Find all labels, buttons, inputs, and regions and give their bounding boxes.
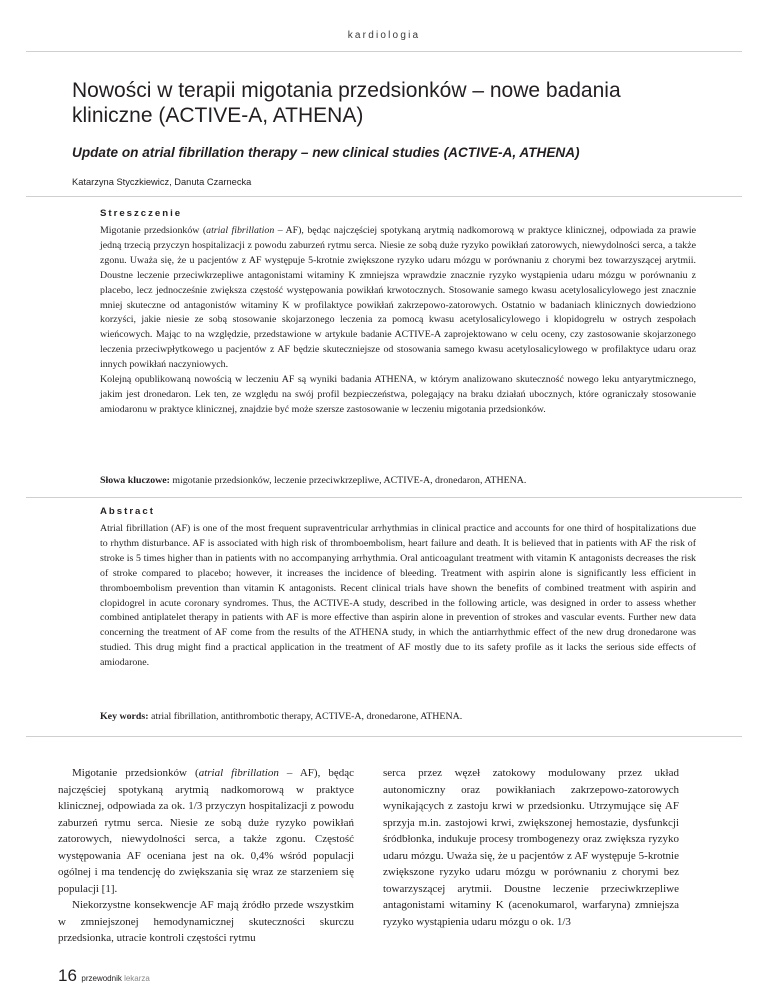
streszczenie-italic-term: atrial fibrillation (206, 225, 275, 236)
body-paragraph: serca przez węzeł zatokowy modulowany przez układ autonomiczny oraz powikłaniach zakrzepowo-zatorowych wynikających z zastoju krwi w przedsionku. Utrzymujące się AF sprzyja m.in. zastojowi krwi, zwiększonej hemostazie, dysfunkcji śródbłonka, indukuje procesy trombogenezy oraz zwiększa ryzyko udaru mózgu. Uważa się, że u pacjentów z AF występuje 5-krotnie zwiększone ryzyko udaru mózgu w porównaniu z chorymi bez towarzyszącej arytmii. Doustne leczenie przeciwkrzepliwe antagonistami witaminy K (acenokumarol, warfaryna) zmniejsza ryzyko wystąpienia udaru mózgu o ok. 1/3 (383, 767, 679, 928)
page-footer (58, 966, 150, 986)
journal-name: przewodnik lekarza (81, 974, 150, 983)
abstract-heading: Abstract (100, 506, 155, 517)
keywords-label-en: Key words: (100, 711, 149, 722)
streszczenie-heading: Streszczenie (100, 208, 183, 219)
section-label: kardiologia (347, 30, 421, 41)
streszczenie-paragraph-2: Kolejną opublikowaną nowością w leczeniu AF są wyniki badania ATHENA, w którym analizowano skuteczność nowego leku antyarytmicznego, jakim jest dronedaron. Lek ten, ze względu na swój profil bezpieczeństwa, polegający na braku działań ubocznych, które ograniczały stosowanie amiodaronu w praktyce klinicznej, znajdzie być może szersze zastosowanie w leczeniu migotania przedsionków. (100, 374, 696, 415)
article-title: Nowości w terapii migotania przedsionków – nowe badania kliniczne (ACTIVE-A, ATHENA) (72, 79, 621, 127)
abstract-box-top-rule (26, 196, 742, 197)
article-authors: Katarzyna Styczkiewicz, Danuta Czarnecka (72, 177, 252, 187)
body-column-left (58, 765, 354, 947)
streszczenie-keywords (100, 474, 700, 488)
abstract-keywords (100, 710, 700, 724)
header-rule (26, 51, 742, 52)
keywords-en: atrial fibrillation, antithrombotic therapy, ACTIVE-A, dronedarone, ATHENA. (148, 711, 463, 722)
abstract-text (100, 522, 696, 671)
body-paragraph: Niekorzystne konsekwencje AF mają źródło przede wszystkim w zmniejszonej hemodynamicznej skuteczności skurczu przedsionka, utracie kontroli częstości rytmu (58, 899, 354, 944)
body-column-right (383, 765, 679, 930)
body-italic-term: atrial fibrillation (198, 767, 279, 779)
abstract-box-bottom-rule (26, 736, 742, 737)
article-subtitle: Update on atrial fibrillation therapy – new clinical studies (ACTIVE-A, ATHENA) (72, 145, 580, 160)
abstract-separator-rule (26, 497, 742, 498)
streszczenie-paragraph-1: Migotanie przedsionków (atrial fibrillation – AF), będąc najczęściej spotykaną arytmią nadkomorową w praktyce klinicznej, odpowiada za prawie jedną trzecią przyczyn hospitalizacji z powodu zaburzeń rytmu serca. Niesie ze sobą duże ryzyko powikłań zatorowych, niewydolności serca, a także zgonu. Uważa się, że u pacjentów z AF występuje 5-krotnie zwiększone ryzyko udaru mózgu w porównaniu z chorymi bez towarzyszącej arytmii. Doustne leczenie przeciwkrzepliwe antagonistami witaminy K zmniejsza wprawdzie znacznie ryzyko wystąpienia udaru mózgu w porównaniu z placebo, lecz jednocześnie zwiększa częstość występowania powikłań krwotocznych. Stosowanie samego kwasu acetylosalicylowego jest znacznie mniej skuteczne od antagonistów witaminy K w profilaktyce powikłań zakrzepowo-zatorowych. Ostatnio w badaniach klinicznych dowiedziono korzyści, jakie niesie ze sobą stosowanie skojarzonego leczenia za pomocą kwasu acetylosalicylowego i klopidogrelu w ostrych zespołach wieńcowych. Mając to na względzie, przedstawione w artykule badanie ACTIVE-A zaprojektowano w celu oceny, czy zastosowanie skojarzonego leczenia przeciwpłytkowego u pacjentów z AF będzie skuteczniejsze od stosowania samego kwasu acetylosalicylowego w profilaktyce udaru oraz innych powikłań naczyniowych. (100, 225, 697, 371)
keywords-pl: migotanie przedsionków, leczenie przeciwkrzepliwe, ACTIVE-A, dronedaron, ATHENA. (169, 475, 527, 486)
streszczenie-text (100, 224, 696, 418)
abstract-paragraph: Atrial fibrillation (AF) is one of the most frequent supraventricular arrhythmias in clinical practice and accounts for one third of hospitalizations due to rhythm disturbance. AF is associated with high risk of thromboembolism, heart failure and death. It is believed that in patients with AF the risk of stroke is 5 times higher than in patients with no accompanying arrhythmia. Oral anticoagulant treatment with vitamin K antagonists decreases the risk of stroke compared to placebo; however, it increases the incidence of bleeding. Treatment with aspirin alone is significantly less efficient in thromboembolism prevention than vitamin K antagonists. Recent clinical trials have shown the benefits of combined treatment with aspirin and clopidogrel in acute coronary syndromes. Thus, the ACTIVE-A study, described in the following article, was designed in order to assess whether combined antiplatelet therapy in patients with AF is more effective than aspirin alone in prevention of strokes and vascular events. Further new data concerning the treatment of AF come from the results of the ATHENA study, in which the antiarrhythmic effect of the new drug dronedarone was studied. This drug might find a practical application in the treatment of AF mostly due to its safety profile as it lacks the serious side effects of amiodarone. (100, 523, 696, 669)
body-paragraph: Migotanie przedsionków (atrial fibrillation – AF), będąc najczęściej spotykaną arytmią nadkomorową w praktyce klinicznej, odpowiada za ok. 1/3 przyczyn hospitalizacji z powodu zaburzeń rytmu serca. Niesie ze sobą duże ryzyko powikłań zatorowych, niewydolności serca, a także zgonu. Częstość występowania AF oceniana jest na ok. 0,4% wśród populacji ogólnej i ma tendencję do zwiększania się wraz ze starzeniem się populacji [1]. (58, 767, 355, 895)
keywords-label-pl: Słowa kluczowe: (100, 475, 170, 486)
page-number: 16 (58, 966, 77, 985)
